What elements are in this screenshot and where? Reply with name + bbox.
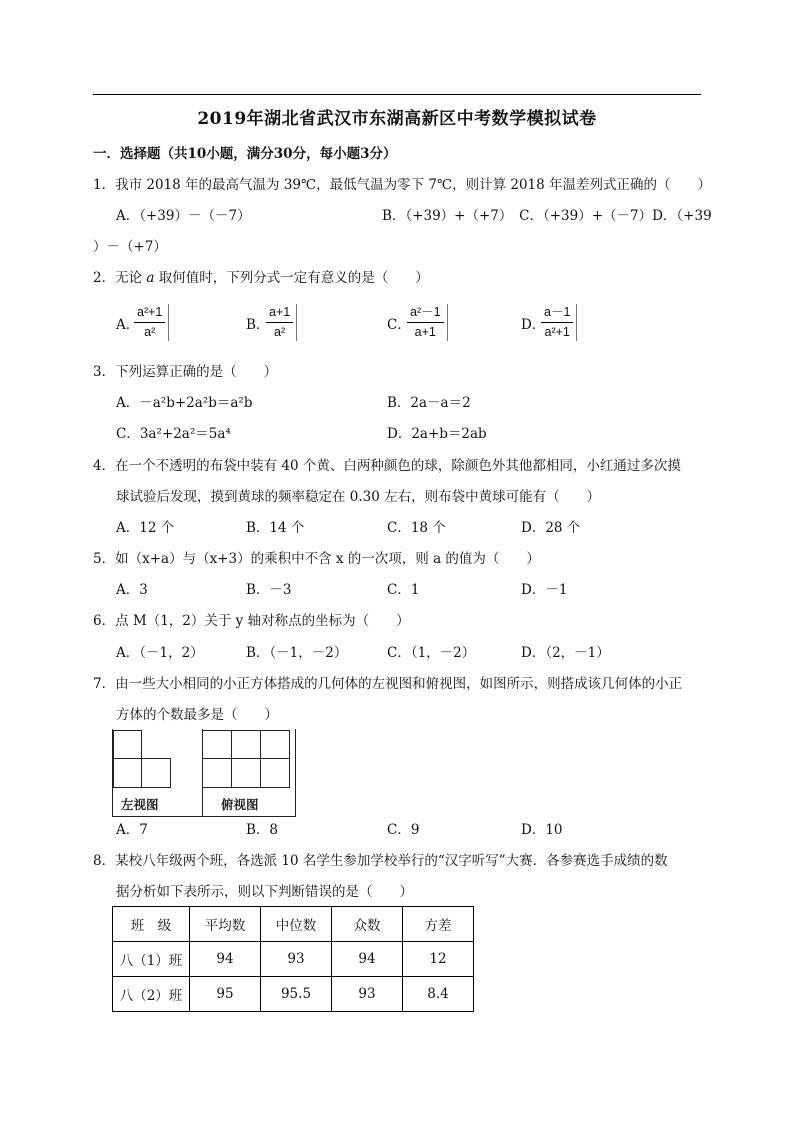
left-view-cell: [113, 730, 142, 759]
table-cell: 95.5: [261, 977, 332, 1012]
q3-option-b: B．2a－a＝2: [387, 395, 471, 411]
q6-option-c: C．（1，－2）: [387, 645, 476, 661]
q2-stem-post: 取何值时，下列分式一定有意义的是（ ）: [154, 270, 429, 286]
figure-frame-bottom: [112, 816, 296, 817]
table-header-cell: 众数: [332, 907, 403, 942]
q3-option-d: D．2a+b＝2ab: [387, 426, 487, 442]
table-row: [113, 942, 474, 977]
top-view-cell: [231, 730, 261, 759]
q7-option-d: D．10: [521, 822, 563, 838]
q4-stem-line2: 球试验后发现，摸到黄球的频率稳定在 0.30 左右，则布袋中黄球可能有（ ）: [116, 489, 601, 505]
q4-option-a: A．12 个: [116, 520, 175, 536]
q5-option-d: D．－1: [521, 582, 568, 598]
fraction-numerator: a－1: [544, 305, 571, 319]
table-cell: 8.4: [403, 977, 474, 1012]
fraction-bar: [407, 322, 444, 323]
q2-option-a-label: A．: [116, 317, 140, 333]
q2-option-a-fraction: [134, 304, 165, 341]
q2-stem-pre: 2．无论: [93, 270, 147, 286]
q2-option-d-label: D．: [521, 317, 546, 333]
q4-option-c: C．18 个: [387, 520, 446, 536]
q4-option-d: D．28 个: [521, 520, 581, 536]
fraction-denominator: a²: [144, 325, 156, 339]
q1-stem: 1．我市 2018 年的最高气温为 39℃，最低气温为零下 7℃，则计算 2018 年温差列式正确的（ ）: [93, 177, 712, 193]
table-cell: 93: [261, 942, 332, 977]
section-heading: 一．选择题（共10小题，满分30分，每小题3分）: [93, 146, 397, 162]
q7-stem-line2: 方体的个数最多是（ ）: [116, 707, 278, 723]
top-view-label: 俯视图: [221, 798, 259, 812]
views-figure: [112, 729, 296, 817]
q1-options-bcd: B．（+39）+（+7） C．（+39）+（－7）D．（+39: [382, 208, 712, 224]
top-view-cell: [202, 730, 232, 759]
q4-option-b: B．14 个: [246, 520, 305, 536]
q3-option-c: C．3a²+2a²＝5a⁴: [116, 426, 231, 442]
q2-option-c-fraction: [407, 304, 444, 341]
q8-stem-line2: 据分析如下表所示，则以下判断错误的是（ ）: [116, 884, 413, 900]
q7-option-a: A．7: [116, 822, 148, 838]
table-cell: 94: [190, 942, 261, 977]
fraction-edge: [168, 304, 169, 341]
fraction-denominator: a+1: [414, 325, 436, 339]
table-cell: 94: [332, 942, 403, 977]
fraction-bar: [134, 322, 165, 323]
q7-stem-line1: 7．由一些大小相同的小正方体搭成的几何体的左视图和俯视图，如图所示，则搭成该几何体的小正: [93, 676, 683, 692]
table-cell: 93: [332, 977, 403, 1012]
fraction-denominator: a²: [274, 325, 286, 339]
q8-stem-line1: 8．某校八年级两个班，各选派 10 名学生参加学校举行的“汉字听写”大赛．各参赛选手成绩的数: [93, 853, 668, 869]
table-header-cell: 班 级: [113, 907, 190, 942]
fraction-bar: [266, 322, 293, 323]
q2-option-b-fraction: [266, 304, 293, 341]
q5-option-a: A．3: [116, 582, 148, 598]
fraction-bar: [541, 322, 573, 323]
figure-divider: [202, 729, 203, 817]
fraction-edge: [576, 304, 577, 341]
q2-stem: [93, 269, 429, 287]
fraction-numerator: a²+1: [137, 305, 163, 319]
table-cell: 八（1）班: [113, 942, 190, 977]
left-view-cell: [113, 758, 142, 788]
left-view-label: 左视图: [121, 798, 159, 812]
q5-option-b: B．－3: [246, 582, 292, 598]
table-cell: 95: [190, 977, 261, 1012]
top-view-cell: [231, 758, 261, 788]
q1-option-a: A．（+39）－（－7）: [116, 208, 251, 224]
q5-option-c: C．1: [387, 582, 420, 598]
q2-option-b-label: B．: [246, 317, 270, 333]
q2-variable: a: [146, 270, 155, 286]
fraction-edge: [296, 304, 297, 341]
table-header-cell: 方差: [403, 907, 474, 942]
q2-option-d-fraction: [541, 304, 573, 341]
table-row: [113, 977, 474, 1012]
q1-continuation: ）－（+7）: [93, 239, 167, 255]
q6-stem: 6．点 M（1，2）关于 y 轴对称点的坐标为（ ）: [93, 613, 410, 629]
table-header-row: [113, 907, 474, 942]
fraction-denominator: a²+1: [544, 325, 570, 339]
q7-option-c: C．9: [387, 822, 420, 838]
table-cell: 12: [403, 942, 474, 977]
table-header-cell: 中位数: [261, 907, 332, 942]
q3-option-a: A．－a²b+2a²b＝a²b: [116, 395, 253, 411]
q7-option-b: B．8: [246, 822, 279, 838]
q6-option-b: B．（－1，－2）: [246, 645, 348, 661]
q2-option-c-label: C．: [387, 317, 411, 333]
top-view-cell: [260, 730, 290, 759]
fraction-numerator: a²－1: [410, 305, 441, 319]
fraction-numerator: a+1: [269, 305, 291, 319]
top-view-cell: [202, 758, 232, 788]
q4-stem-line1: 4．在一个不透明的布袋中装有 40 个黄、白两种颜色的球，除颜色外其他都相同，小红通过多次摸: [93, 458, 681, 474]
fraction-edge: [447, 304, 448, 341]
score-stats-table: [112, 906, 474, 1012]
exam-title: 2019年湖北省武汉市东湖高新区中考数学模拟试卷: [197, 109, 597, 129]
q3-stem: 3．下列运算正确的是（ ）: [93, 364, 278, 380]
left-view-cell: [141, 758, 171, 788]
header-rule: [93, 94, 701, 95]
q6-option-a: A．（－1，2）: [116, 645, 204, 661]
figure-frame-right: [295, 729, 296, 817]
figure-frame-left: [112, 729, 113, 817]
table-cell: 八（2）班: [113, 977, 190, 1012]
table-header-cell: 平均数: [190, 907, 261, 942]
top-view-cell: [260, 758, 290, 788]
q6-option-d: D．（2，－1）: [521, 645, 610, 661]
q5-stem: 5．如（x+a）与（x+3）的乘积中不含 x 的一次项，则 a 的值为（ ）: [93, 551, 540, 567]
